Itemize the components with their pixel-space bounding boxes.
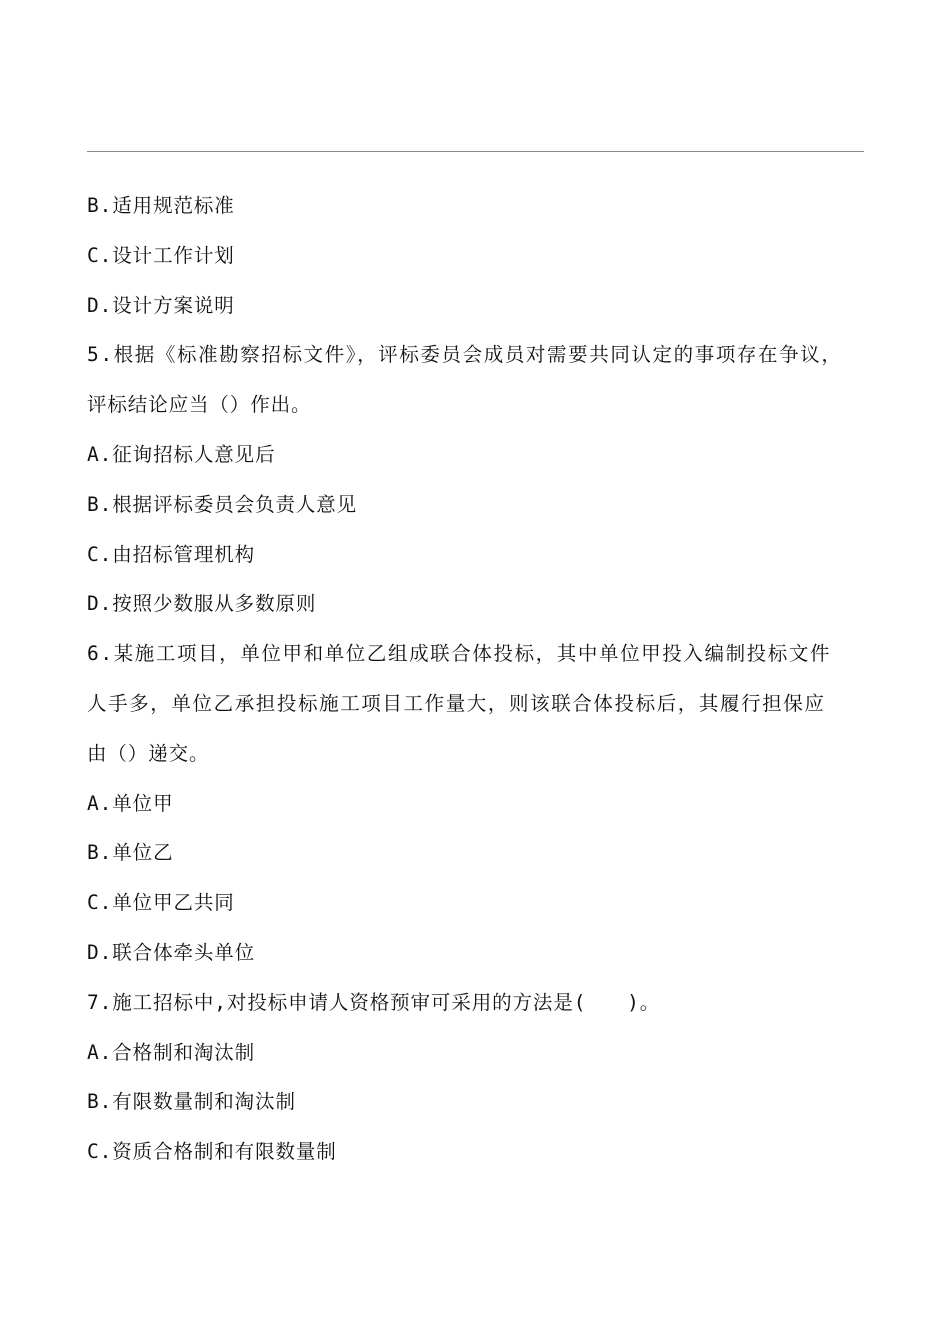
option-a-q6: A.单位甲: [87, 791, 174, 815]
option-b-q5: B.根据评标委员会负责人意见: [87, 492, 358, 516]
option-b-q4: B.适用规范标准: [87, 194, 235, 217]
option-d-q5: D.按照少数服从多数原则: [87, 592, 317, 616]
question-7-text: 7.施工招标中,对投标申请人资格预审可采用的方法是( )。: [87, 990, 661, 1014]
question-6-text-line-2: 人手多，单位乙承担投标施工项目工作量大，则该联合体投标后，其履行担保应: [87, 691, 826, 715]
option-d-q4: D.设计方案说明: [87, 293, 235, 317]
option-a-q7: A.合格制和淘汰制: [87, 1040, 256, 1064]
option-b-q7: B.有限数量制和淘汰制: [87, 1090, 296, 1114]
question-6-text-line-3: 由（）递交。: [87, 741, 210, 765]
option-b-q6: B.单位乙: [87, 841, 174, 865]
question-5-text-line-1: 5.根据《标准勘察招标文件》，评标委员会成员对需要共同认定的事项存在争议，: [87, 343, 843, 367]
option-c-q4: C.设计工作计划: [87, 243, 235, 267]
header-rule: [87, 151, 864, 152]
option-c-q6: C.单位甲乙共同: [87, 891, 235, 915]
option-c-q5: C.由招标管理机构: [87, 542, 256, 566]
question-5-text-line-2: 评标结论应当（）作出。: [87, 393, 312, 417]
option-c-q7: C.资质合格制和有限数量制: [87, 1140, 337, 1164]
option-d-q6: D.联合体牵头单位: [87, 940, 256, 964]
document-body: [87, 181, 864, 1177]
option-a-q5: A.征询招标人意见后: [87, 442, 276, 466]
question-6-text-line-1: 6.某施工项目，单位甲和单位乙组成联合体投标，其中单位甲投入编制投标文件: [87, 642, 832, 666]
